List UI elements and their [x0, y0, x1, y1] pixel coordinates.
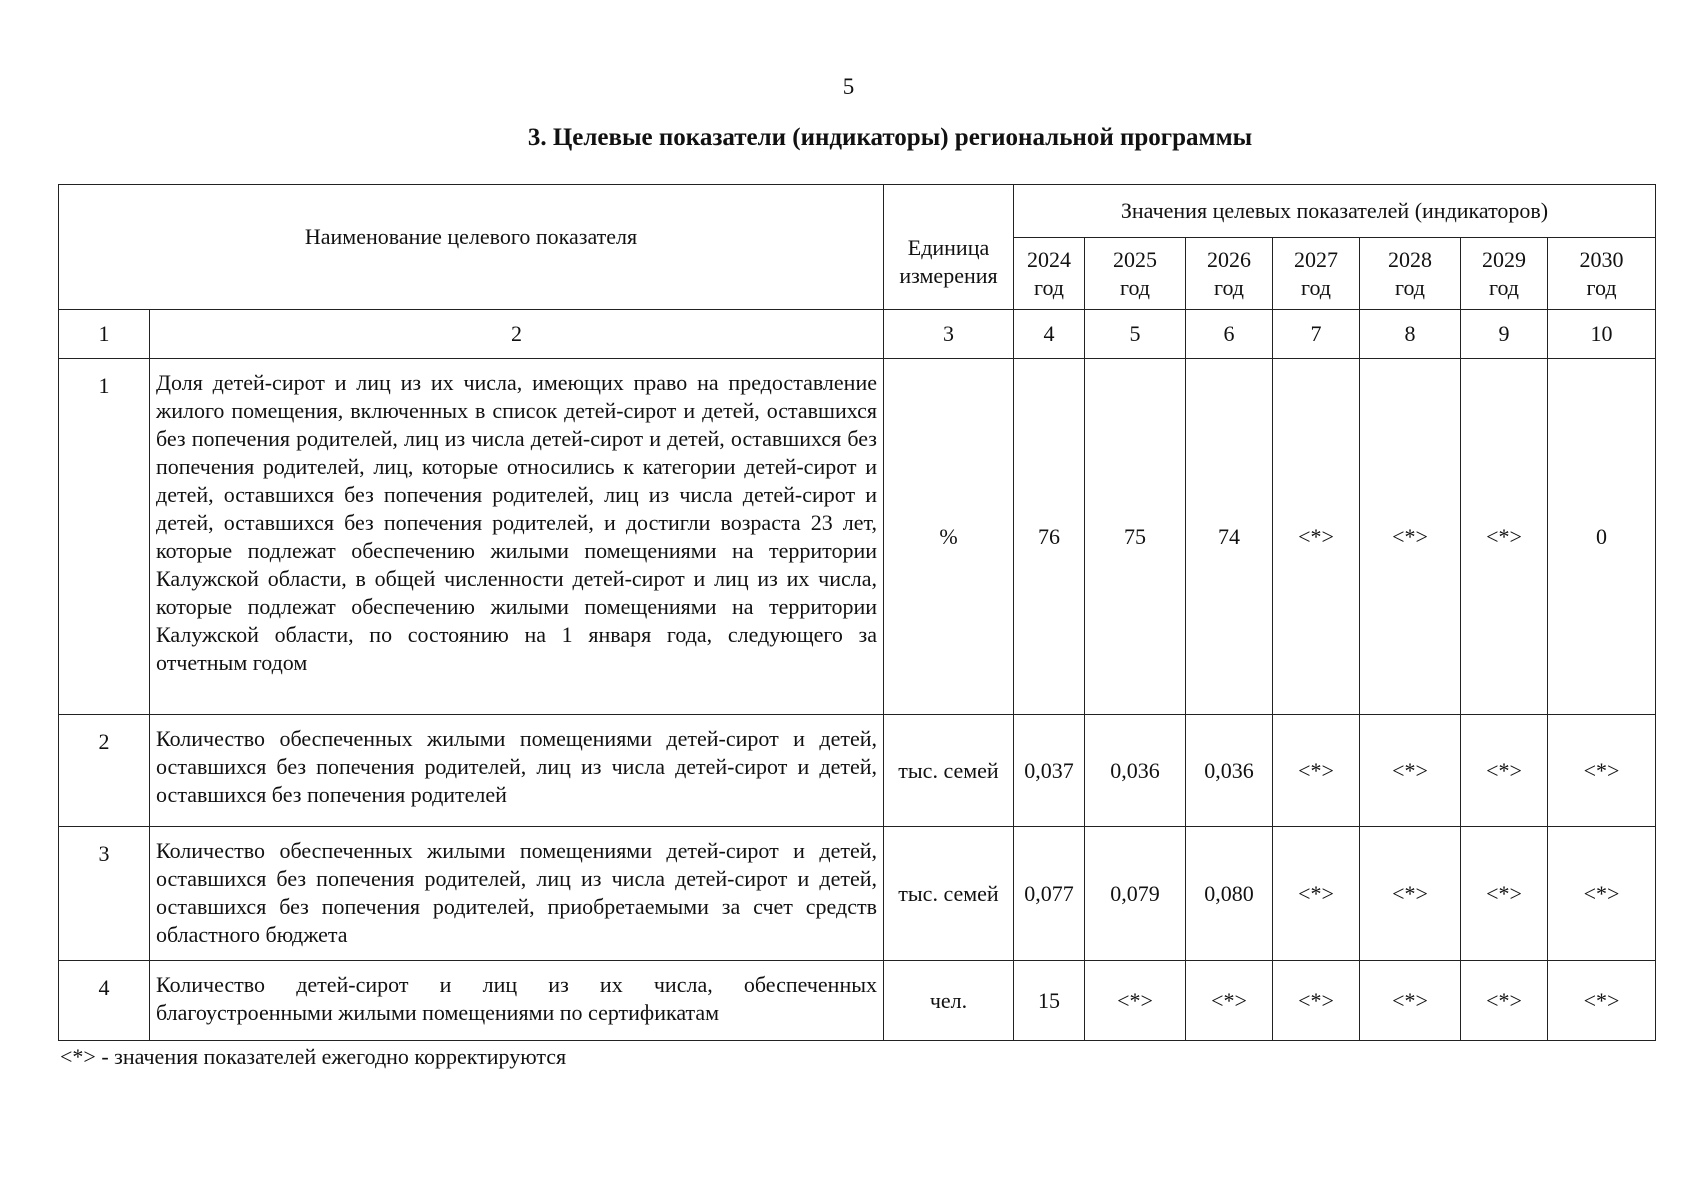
indicator-value: <*> — [1461, 715, 1548, 827]
header-unit: Единица измерения — [884, 185, 1014, 310]
page-number: 5 — [842, 74, 855, 99]
header-indicator-name: Наименование целевого показателя — [59, 185, 884, 310]
indicator-value: 76 — [1014, 359, 1085, 715]
indicator-value: 0,037 — [1014, 715, 1085, 827]
header-year: 2029 год — [1461, 238, 1548, 310]
column-numbers-row — [59, 310, 1656, 359]
row-index: 1 — [59, 359, 150, 715]
indicator-value: <*> — [1360, 359, 1461, 715]
table-row — [59, 827, 1656, 961]
column-number: 2 — [150, 310, 884, 359]
header-row-top — [59, 185, 1656, 238]
column-number: 10 — [1548, 310, 1656, 359]
column-number: 3 — [884, 310, 1014, 359]
header-year: 2025 год — [1085, 238, 1186, 310]
indicator-name: Количество детей-сирот и лиц из их числа, обеспеченных благоустроенными жилыми помещениями по сертификатам — [150, 961, 884, 1041]
table-row — [59, 715, 1656, 827]
header-year: 2026 год — [1186, 238, 1273, 310]
header-year: 2030 год — [1548, 238, 1656, 310]
indicator-value: 0 — [1548, 359, 1656, 715]
indicator-value: <*> — [1273, 961, 1360, 1041]
indicator-unit: тыс. семей — [884, 827, 1014, 961]
column-number: 4 — [1014, 310, 1085, 359]
indicator-value: <*> — [1461, 961, 1548, 1041]
indicator-value: 15 — [1014, 961, 1085, 1041]
indicator-unit: % — [884, 359, 1014, 715]
indicator-value: <*> — [1186, 961, 1273, 1041]
column-number: 9 — [1461, 310, 1548, 359]
table-row — [59, 359, 1656, 715]
row-index: 3 — [59, 827, 150, 961]
header-values-group: Значения целевых показателей (индикаторов) — [1014, 185, 1656, 238]
indicator-name: Доля детей-сирот и лиц из их числа, имеющих право на предоставление жилого помещения, включенных в список детей-сирот и детей, оставшихся без попечения родителей, лиц из числа детей-сирот и детей, оставшихся без попечения родителей, лиц, которые относились к категории детей-сирот и детей, оставшихся без попечения родителей, лиц из числа детей-сирот и детей, оставшихся без попечения родителей, и достигли возраста 23 лет, которые подлежат обеспечению жилыми помещениями на территории Калужской области, в общей численности детей-сирот и лиц из их числа, которые подлежат обеспечению жилыми помещениями на территории Калужской области, по состоянию на 1 января года, следующего за отчетным годом — [150, 359, 884, 715]
indicator-name: Количество обеспеченных жилыми помещениями детей-сирот и детей, оставшихся без попечения родителей, лиц из числа детей-сирот и детей, оставшихся без попечения родителей, приобретаемыми за счет средств областного бюджета — [150, 827, 884, 961]
column-number: 1 — [59, 310, 150, 359]
header-year: 2027 год — [1273, 238, 1360, 310]
column-number: 6 — [1186, 310, 1273, 359]
indicator-value: <*> — [1273, 359, 1360, 715]
column-number: 7 — [1273, 310, 1360, 359]
indicator-value: <*> — [1273, 827, 1360, 961]
indicator-name: Количество обеспеченных жилыми помещениями детей-сирот и детей, оставшихся без попечения родителей, лиц из числа детей-сирот и детей, оставшихся без попечения родителей — [150, 715, 884, 827]
row-index: 4 — [59, 961, 150, 1041]
indicator-value: 75 — [1085, 359, 1186, 715]
indicator-value: <*> — [1360, 961, 1461, 1041]
indicator-value: <*> — [1461, 359, 1548, 715]
header-year: 2028 год — [1360, 238, 1461, 310]
section-title: 3. Целевые показатели (индикаторы) региональной программы — [527, 124, 1253, 151]
indicator-unit: чел. — [884, 961, 1014, 1041]
column-number: 8 — [1360, 310, 1461, 359]
indicator-value: 74 — [1186, 359, 1273, 715]
indicator-value: 0,036 — [1186, 715, 1273, 827]
indicators-table — [58, 184, 1656, 1041]
indicator-value: 0,077 — [1014, 827, 1085, 961]
indicator-value: <*> — [1360, 827, 1461, 961]
header-year: 2024 год — [1014, 238, 1085, 310]
indicator-value: 0,036 — [1085, 715, 1186, 827]
row-index: 2 — [59, 715, 150, 827]
indicator-value: 0,080 — [1186, 827, 1273, 961]
column-number: 5 — [1085, 310, 1186, 359]
table-row — [59, 961, 1656, 1041]
indicator-unit: тыс. семей — [884, 715, 1014, 827]
indicator-value: <*> — [1360, 715, 1461, 827]
indicator-value: <*> — [1548, 715, 1656, 827]
indicator-value: 0,079 — [1085, 827, 1186, 961]
indicator-value: <*> — [1548, 961, 1656, 1041]
indicator-value: <*> — [1461, 827, 1548, 961]
indicator-value: <*> — [1548, 827, 1656, 961]
indicator-value: <*> — [1273, 715, 1360, 827]
indicator-value: <*> — [1085, 961, 1186, 1041]
footnote: <*> - значения показателей ежегодно корректируются — [60, 1044, 567, 1069]
